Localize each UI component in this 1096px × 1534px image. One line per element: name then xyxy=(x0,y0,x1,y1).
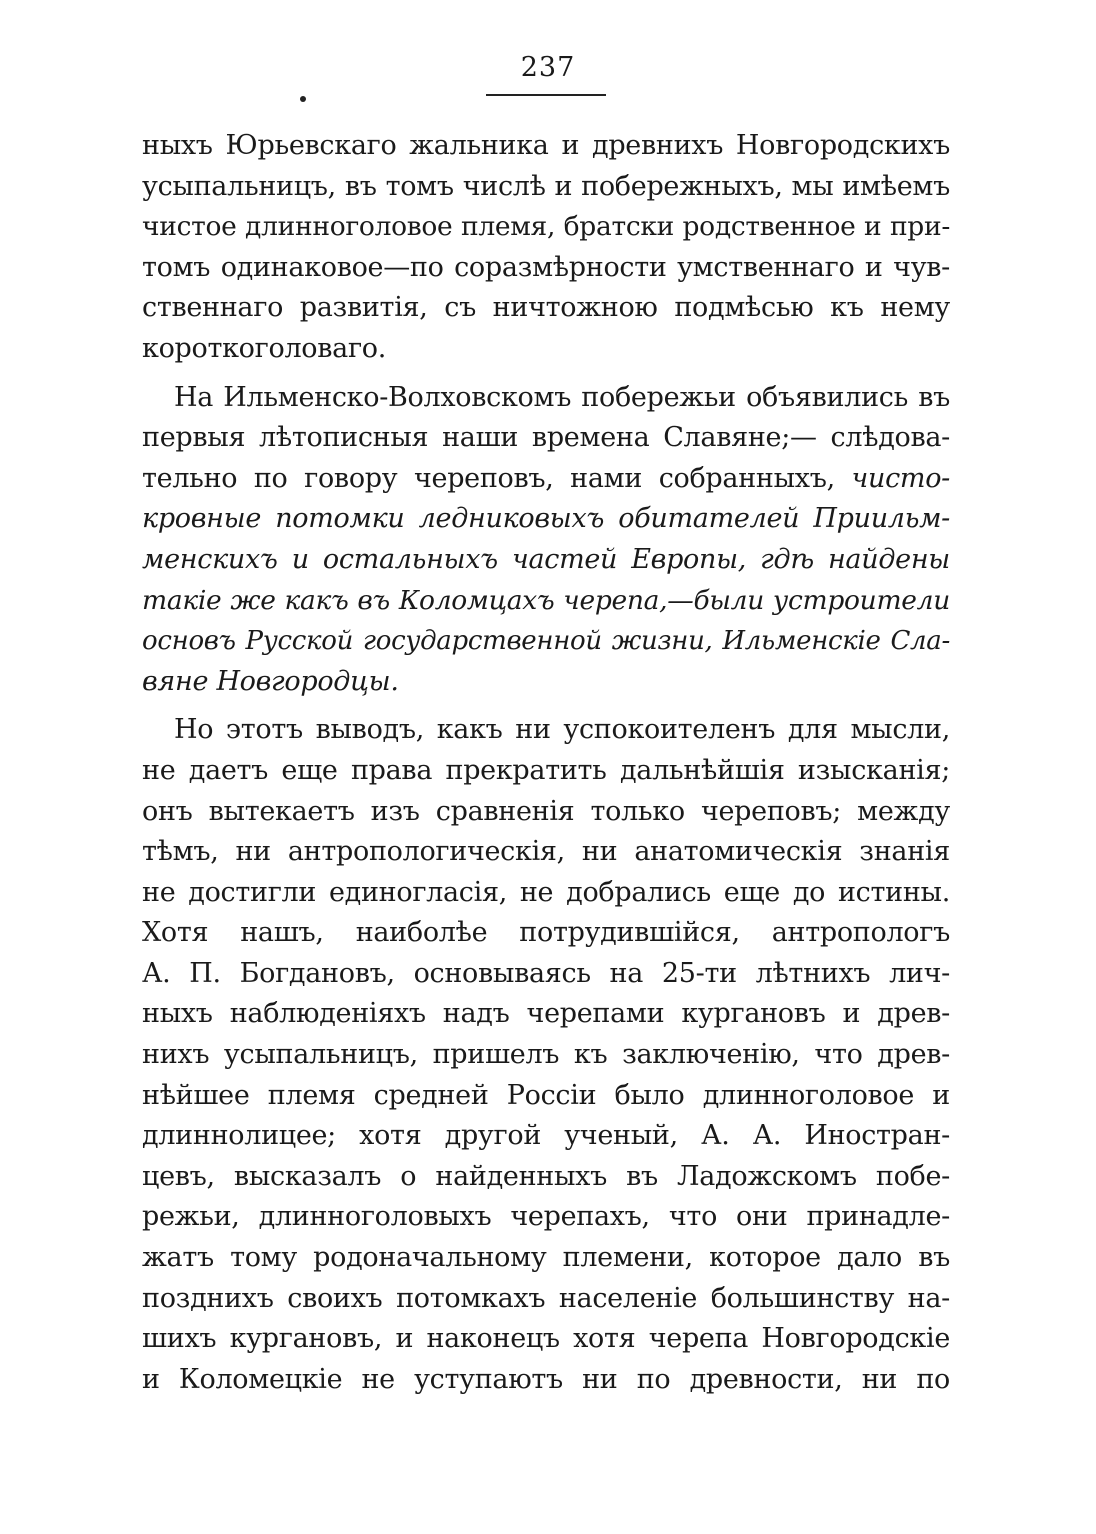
text-line: онъ вытекаетъ изъ сравненія только череповъ; между xyxy=(142,795,950,827)
text-segment-italic: чисто- xyxy=(834,462,950,494)
text-line: нѣйшее племя средней Россіи было длинноголовое и xyxy=(142,1079,950,1111)
page-number: 237 xyxy=(520,52,576,83)
text-line: кровные потомки ледниковыхъ обитателей Приильм- xyxy=(142,503,950,535)
paragraph-gap xyxy=(142,702,950,710)
text-line: короткоголоваго. xyxy=(142,332,387,364)
text-line: томъ одинаковое—по соразмѣрности умственнаго и чув- xyxy=(142,251,950,283)
text-line: ственнаго развитія, съ ничтожною подмѣсью къ нему xyxy=(142,292,950,324)
text-line: Хотя нашъ, наиболѣе потрудившійся, антропологъ xyxy=(142,917,950,949)
text-line: основъ Русской государственной жизни, Ильменскіе Сла- xyxy=(142,626,950,657)
text-line: вяне Новгородцы. xyxy=(142,665,399,697)
text-line: А. П. Богдановъ, основываясь на 25-ти лѣтнихъ лич- xyxy=(142,957,950,989)
text-line: На Ильменско-Волховскомъ побережьи объявились въ xyxy=(174,381,950,413)
text-line: менскихъ и остальныхъ частей Европы, гдѣ найдены xyxy=(142,543,950,575)
text-line: позднихъ своихъ потомкахъ населеніе большинству на- xyxy=(142,1282,950,1314)
text-line: первыя лѣтописныя наши времена Славяне;— слѣдова- xyxy=(142,422,950,454)
text-line xyxy=(142,459,950,500)
text-line: и Коломецкіе не уступаютъ ни по древности, ни по xyxy=(142,1363,950,1395)
ink-speck xyxy=(300,96,306,102)
text-line: цевъ, высказалъ о найденныхъ въ Ладожскомъ побе- xyxy=(142,1160,950,1192)
text-line: шихъ кургановъ, и наконецъ хотя черепа Новгородскіе xyxy=(142,1323,950,1355)
text-line: ныхъ наблюденіяхъ надъ черепами кургановъ и древ- xyxy=(142,998,950,1030)
text-line: нихъ усыпальницъ, пришелъ къ заключенію, что древ- xyxy=(142,1039,950,1071)
text-segment xyxy=(142,463,950,494)
text-line: не даетъ еще права прекратить дальнѣйшія изысканія; xyxy=(142,754,950,786)
text-line: жатъ тому родоначальному племени, которое дало въ xyxy=(142,1242,950,1274)
text-line: чистое длинноголовое племя, братски родственное и при- xyxy=(142,211,950,243)
text-line: не достигли единогласія, не добрались еще до истины. xyxy=(142,876,950,908)
page-number-rule xyxy=(486,94,606,96)
text-line: ныхъ Юрьевскаго жальника и древнихъ Новгородскихъ xyxy=(142,130,950,161)
text-line: такіе же какъ въ Коломцахъ черепа,—были устроители xyxy=(142,584,950,616)
text-line: тѣмъ, ни антропологическія, ни анатомическія знанія xyxy=(142,836,950,868)
paragraph-gap xyxy=(142,370,950,378)
text-line: усыпальницъ, въ томъ числѣ и побережныхъ, мы имѣемъ xyxy=(142,170,950,202)
body-text xyxy=(142,126,950,1400)
text-line: режьи, длинноголовыхъ черепахъ, что они принадле- xyxy=(142,1201,950,1233)
text-line: длиннолицее; хотя другой ученый, А. А. Иностран- xyxy=(142,1120,950,1152)
text-segment-roman: тельно по говору череповъ, нами собранныхъ, xyxy=(142,462,835,494)
text-line: Но этотъ выводъ, какъ ни успокоителенъ для мысли, xyxy=(174,714,950,746)
